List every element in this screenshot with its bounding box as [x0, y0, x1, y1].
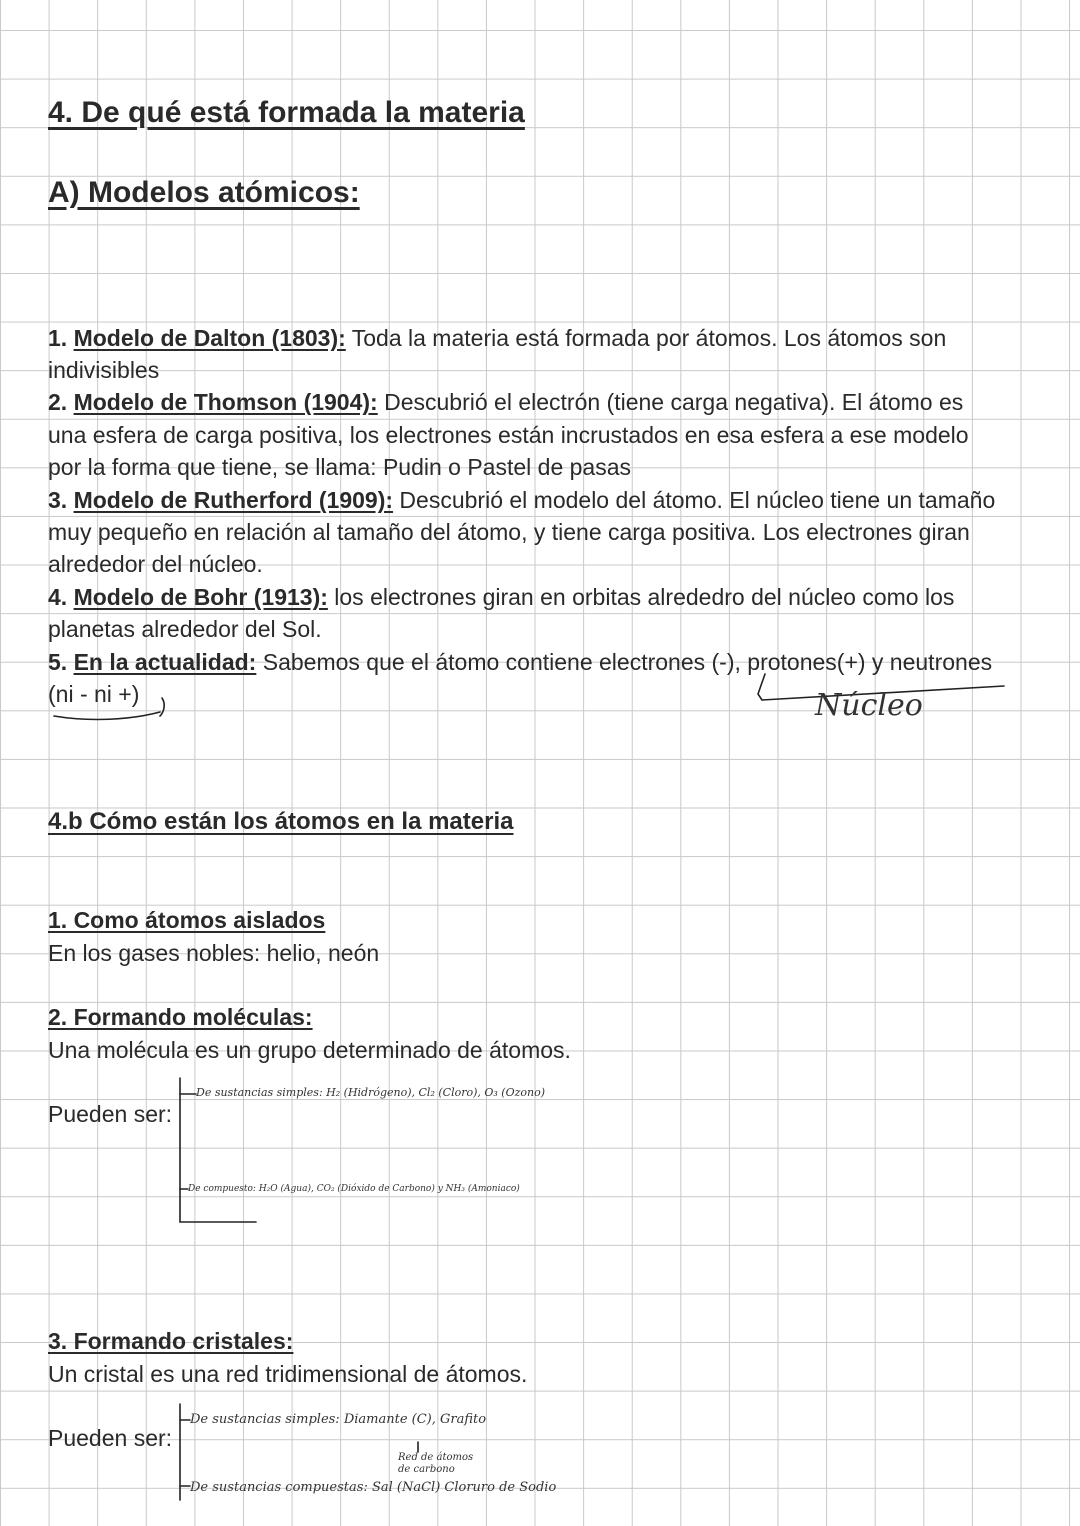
section2-pueden: Pueden ser: [48, 1101, 173, 1127]
section3-branch2: De sustancias compuestas: Sal (NaCl) Cloruro de Sodio [190, 1480, 557, 1495]
section2-branch2: De compuesto: H₂O (Agua), CO₂ (Dióxido de Carbono) y NH₃ (Amoniaco) [188, 1184, 520, 1194]
model-rutherford-name: Modelo de Rutherford (1909): [73, 487, 394, 513]
models-heading: A) Modelos atómicos: [48, 176, 360, 209]
section3-title: 3. Formando cristales: [48, 1328, 294, 1354]
model-rutherford-line2: muy pequeño en relación al tamaño del átomo, y tiene carga positiva. Los electrones giran [48, 519, 970, 545]
section1-title: 1. Como átomos aislados [48, 907, 326, 933]
section2-branch1: De sustancias simples: H₂ (Hidrógeno), Cl₂ (Cloro), O₃ (Ozono) [196, 1086, 546, 1099]
model-thomson-line3: por la forma que tiene, se llama: Pudin o Pastel de pasas [48, 454, 632, 480]
section2-title: 2. Formando moléculas: [48, 1004, 313, 1030]
model-actual: 5. En la actualidad: Sabemos que el átomo contiene electrones (-), protones(+) y neutrones [48, 649, 993, 675]
section2-text: Una molécula es un grupo determinado de átomos. [48, 1037, 571, 1063]
section1-text: En los gases nobles: helio, neón [48, 940, 380, 966]
model-dalton-name: Modelo de Dalton (1803): [73, 325, 346, 351]
model-actual-name: En la actualidad: [73, 649, 257, 675]
model-rutherford: 3. Modelo de Rutherford (1909): Descubrió el modelo del átomo. El núcleo tiene un tamaño [48, 487, 996, 513]
model-rutherford-line3: alrededor del núcleo. [48, 551, 263, 577]
model-thomson-line2: una esfera de carga positiva, los electrones están incrustados en esa esfera a ese modelo [48, 422, 969, 448]
nucleo-handwritten: Núcleo [815, 688, 923, 723]
section3-text: Un cristal es una red tridimensional de átomos. [48, 1361, 528, 1387]
model-bohr: 4. Modelo de Bohr (1913): los electrones giran en orbitas alrededro del núcleo como los [48, 584, 955, 610]
section-4b-heading: 4.b Cómo están los átomos en la materia [48, 808, 514, 835]
model-bohr-name: Modelo de Bohr (1913): [73, 584, 328, 610]
model-bohr-line2: planetas alrededor del Sol. [48, 616, 322, 642]
model-thomson-name: Modelo de Thomson (1904): [73, 389, 378, 415]
model-actual-line2: (ni - ni +) [48, 681, 140, 707]
model-dalton: 1. Modelo de Dalton (1803): Toda la materia está formada por átomos. Los átomos son [48, 325, 947, 351]
section3-branch1: De sustancias simples: Diamante (C), Grafito [190, 1412, 487, 1427]
section3-pueden: Pueden ser: [48, 1425, 173, 1451]
model-thomson: 2. Modelo de Thomson (1904): Descubrió el electrón (tiene carga negativa). El átomo es [48, 389, 964, 415]
page-title: 4. De qué está formada la materia [48, 96, 525, 129]
model-dalton-line2: indivisibles [48, 357, 160, 383]
section3-note: Red de átomos de carbono [398, 1452, 474, 1475]
